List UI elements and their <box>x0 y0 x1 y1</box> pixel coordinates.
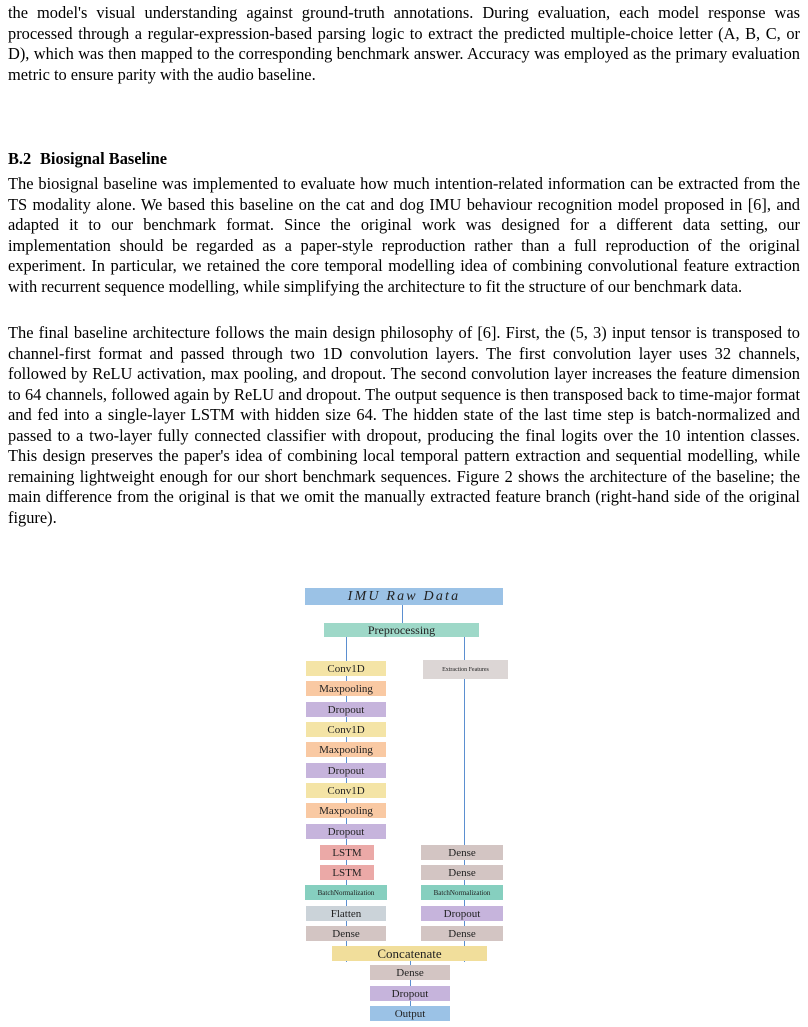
flatten-box: Flatten <box>306 906 386 921</box>
dense-box: Dense <box>421 845 503 860</box>
extraction-features-box: Extraction Features <box>423 660 508 679</box>
paragraph-intro: the model's visual understanding against ground-truth annotations. During evaluation, each model response was processed through a regular-expression-based parsing logic to extract the predicted multiple-choice letter (A, B, C, or D), which was then mapped to the corresponding benchmark answer. Accuracy was employed as the primary evaluation metric to ensure parity with the audio baseline. <box>8 3 800 84</box>
conv1d-box: Conv1D <box>306 722 386 737</box>
batchnormalization-box: BatchNormalization <box>305 885 387 900</box>
lstm-box: LSTM <box>320 845 374 860</box>
section-heading <box>8 149 167 169</box>
dense-box: Dense <box>421 865 503 880</box>
conv1d-box: Conv1D <box>306 661 386 676</box>
output-box: Output <box>370 1006 450 1021</box>
maxpooling-box: Maxpooling <box>306 742 386 757</box>
conv1d-box: Conv1D <box>306 783 386 798</box>
dropout-box: Dropout <box>306 824 386 839</box>
lstm-box: LSTM <box>320 865 374 880</box>
paragraph-architecture: The final baseline architecture follows the main design philosophy of [6]. First, the (5, 3) input tensor is transposed to channel-first format and passed through two 1D convolution layers. The first convolution layer uses 32 channels, followed by ReLU activation, max pooling, and dropout. The second convolution layer increases the feature dimension to 64 channels, followed again by ReLU and dropout. The output sequence is then transposed back to time-major format and fed into a single-layer LSTM with hidden size 64. The hidden state of the last time step is batch-normalized and passed to a two-layer fully connected classifier with dropout, producing the final logits over the 10 intention classes. This design preserves the paper's idea of combining local temporal pattern extraction and sequential modelling, while remaining lightweight enough for our short benchmark sequences. Figure 2 shows the architecture of the baseline; the main difference from the original is that we omit the manually extracted feature branch (right-hand side of the original figure). <box>8 323 800 527</box>
paragraph-biosignal-block <box>8 174 800 297</box>
dropout-box: Dropout <box>421 906 503 921</box>
paragraph-architecture-block <box>8 323 800 528</box>
section-number: B.2 <box>8 149 32 168</box>
preprocessing-box: Preprocessing <box>324 623 479 637</box>
concatenate-box: Concatenate <box>332 946 487 961</box>
dense-box: Dense <box>306 926 386 941</box>
maxpooling-box: Maxpooling <box>306 803 386 818</box>
architecture-figure <box>286 588 522 1027</box>
dropout-box: Dropout <box>306 702 386 717</box>
paragraph-biosignal: The biosignal baseline was implemented to evaluate how much intention-related information can be extracted from the TS modality alone. We based this baseline on the cat and dog IMU behaviour recognition model proposed in [6], and adapted it to our benchmark format. Since the original work was designed for a different data setting, our implementation should be regarded as a paper-style reproduction rather than a full reproduction of the original experiment. In particular, we retained the core temporal modelling idea of combining convolutional feature extraction with recurrent sequence modelling, while simplifying the architecture to fit the structure of our benchmark data. <box>8 174 800 296</box>
batchnormalization-box: BatchNormalization <box>421 885 503 900</box>
dropout-box: Dropout <box>370 986 450 1001</box>
maxpooling-box: Maxpooling <box>306 681 386 696</box>
dense-box: Dense <box>370 965 450 980</box>
imu-raw-data-box: IMU Raw Data <box>305 588 503 605</box>
section-title: Biosignal Baseline <box>40 149 168 168</box>
paragraph-intro-block <box>8 3 800 85</box>
dense-box: Dense <box>421 926 503 941</box>
dropout-box: Dropout <box>306 763 386 778</box>
